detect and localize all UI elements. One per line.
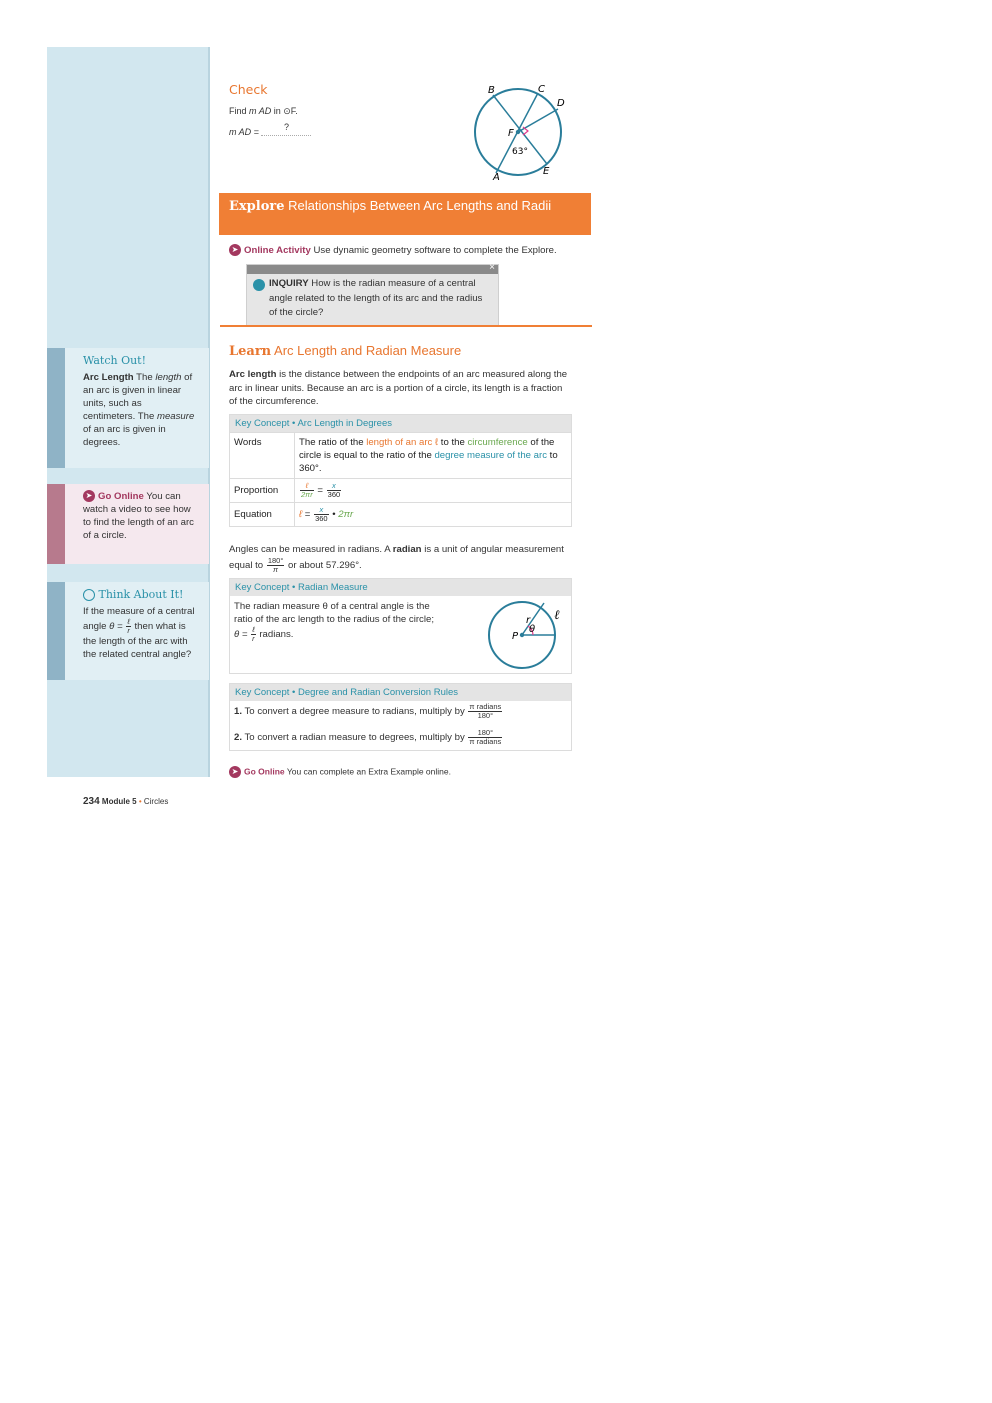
kc1-words-row xyxy=(230,433,571,479)
check-question xyxy=(229,105,429,119)
kc1-words-1: The ratio of the xyxy=(299,437,364,448)
equation-frac xyxy=(314,506,329,523)
check-answer-input[interactable]: ? xyxy=(261,121,311,136)
kc2-line1: The radian measure θ of a central angle is the xyxy=(234,601,430,612)
cursor-icon: ➤ xyxy=(83,490,95,502)
learn-title: Arc Length and Radian Measure xyxy=(274,343,462,358)
label-d: D xyxy=(557,98,565,109)
kc3-rule1 xyxy=(234,703,564,720)
section-divider xyxy=(220,325,592,327)
proportion-frac-left xyxy=(300,482,314,499)
page-number: 234 xyxy=(83,796,100,807)
eq-eq: = xyxy=(304,509,311,521)
key-concept-arc-length xyxy=(229,414,572,527)
think-fraction xyxy=(126,618,131,635)
check-title: Check xyxy=(229,82,268,97)
radian-frac xyxy=(267,557,285,574)
inquiry-box xyxy=(246,264,499,327)
check-question-prefix: Find xyxy=(229,105,247,116)
prop-eq: = xyxy=(317,485,323,497)
go-online-bottom-text: You can complete an Extra Example online. xyxy=(286,766,451,777)
kc1-words-2: length of an arc ℓ xyxy=(366,437,439,448)
think-text2: then what is the length of the arc with the related central angle? xyxy=(83,621,192,660)
kc1-equation-value xyxy=(295,503,572,527)
kc1-words-5: of the circle is equal to the ratio of the xyxy=(299,437,555,461)
watch-out-bar xyxy=(47,348,65,468)
page-footer xyxy=(83,796,168,807)
watch-out-text3: of an arc is given in degrees. xyxy=(83,424,166,448)
kc3-rule2-frac-num: 180° xyxy=(468,729,502,738)
prop-360: 360 xyxy=(327,490,341,499)
radian-before: Angles can be measured in radians. A xyxy=(229,544,391,555)
online-activity-row xyxy=(229,244,609,258)
explore-title-wrap xyxy=(219,193,591,219)
think-title: Think About It! xyxy=(98,588,184,601)
kc1-words-7: to 360°. xyxy=(299,450,558,474)
inquiry-text-block xyxy=(269,277,489,321)
explore-bold: Explore xyxy=(229,199,285,214)
watch-out-text xyxy=(83,371,195,449)
check-answer-row xyxy=(229,122,429,141)
check-section xyxy=(229,83,429,141)
prop-ell: ℓ xyxy=(300,482,314,491)
check-answer-label: m AD = xyxy=(229,127,259,137)
arc-length-text: is the distance between the endpoints of an arc measured along the arc in linear units. Because an arc is a portion of a circle, its length is a fraction of the circumference. xyxy=(229,369,568,407)
go-online-side-bar xyxy=(47,484,65,564)
think-text1: If the measure of a central angle xyxy=(83,606,195,633)
think-frac-den: r xyxy=(127,626,130,635)
kc1-proportion-label: Proportion xyxy=(230,479,295,503)
kc2-line2: ratio of the arc length to the radius of the circle; xyxy=(234,614,434,625)
cursor-icon: ➤ xyxy=(229,766,241,778)
kc1-equation-label: Equation xyxy=(230,503,295,527)
eq-360: 360 xyxy=(315,514,328,523)
kc1-proportion-value xyxy=(295,479,572,503)
kc1-words-text xyxy=(295,433,572,479)
kc2-text xyxy=(234,600,474,643)
kc3-rule1-text: To convert a degree measure to radians, multiply by xyxy=(244,706,465,718)
learn-header xyxy=(229,343,461,359)
kc3-rule1-frac xyxy=(468,703,502,720)
center-point xyxy=(516,130,520,134)
explore-banner xyxy=(219,193,591,235)
label-b: B xyxy=(488,85,495,96)
lightbulb-icon xyxy=(83,589,95,601)
radian-after: is a unit of angular measurement equal to xyxy=(229,544,564,571)
kc3-header: Key Concept • Degree and Radian Conversion Rules xyxy=(230,684,571,701)
radian-paragraph xyxy=(229,543,569,574)
footer-module: Module 5 xyxy=(101,797,137,806)
check-question-suffix: in ⊙F. xyxy=(273,105,298,116)
think-frac-num: ℓ xyxy=(127,617,130,626)
watch-out-title: Watch Out! xyxy=(83,354,147,367)
eq-dot: • xyxy=(332,509,336,521)
kc1-header: Key Concept • Arc Length in Degrees xyxy=(230,415,571,432)
radian-circle-diagram xyxy=(484,595,566,671)
go-online-side-content xyxy=(83,490,195,542)
radian-frac-num: 180° xyxy=(267,555,284,565)
key-concept-radian-measure xyxy=(229,578,572,674)
learn-bold: Learn xyxy=(229,344,272,359)
kc3-rule2 xyxy=(234,729,564,746)
kc1-proportion-row xyxy=(230,479,571,503)
watch-out-text2: of an arc is given in linear units, such as centimeters. The xyxy=(83,372,193,422)
kc3-rule1-frac-den: 180° xyxy=(477,711,494,720)
key-concept-conversion-rules xyxy=(229,683,572,751)
radian-term: radian xyxy=(392,544,422,555)
cursor-icon: ➤ xyxy=(229,244,241,256)
radian-label-ell: ℓ xyxy=(554,608,560,623)
kc2-radians: radians. xyxy=(259,629,294,641)
kc2-line3 xyxy=(234,626,474,643)
go-online-side-text: You can watch a video to see how to find the length of an arc of a circle. xyxy=(83,491,194,541)
check-question-arc: m AD xyxy=(249,105,272,116)
think-title-row xyxy=(83,588,195,601)
inquiry-titlebar xyxy=(247,262,498,274)
kc2-frac-num: ℓ xyxy=(252,625,255,634)
radian-end: or about 57.296°. xyxy=(288,559,362,571)
kc3-rule1-num: 1. xyxy=(234,706,243,718)
label-a: A xyxy=(493,172,500,183)
eq-ell: ℓ xyxy=(299,509,303,521)
kc2-header: Key Concept • Radian Measure xyxy=(230,579,571,596)
prop-two-pi-r: 2πr xyxy=(301,490,313,499)
arc-length-term: Arc length xyxy=(229,369,277,380)
radian-label-p: P xyxy=(512,631,519,642)
kc1-table xyxy=(230,432,571,526)
kc1-equation-row xyxy=(230,503,571,527)
kc1-words-3: to the xyxy=(440,437,465,448)
footer-topic: Circles xyxy=(143,797,169,806)
inquiry-label: INQUIRY xyxy=(269,278,309,289)
online-activity-label[interactable]: Online Activity xyxy=(244,245,311,256)
close-icon[interactable]: × xyxy=(489,262,495,273)
label-e: E xyxy=(543,166,550,177)
radian-label-theta: θ xyxy=(529,624,536,635)
radian-frac-den: π xyxy=(273,564,279,574)
think-bar xyxy=(47,582,65,680)
watch-out-length-word: length xyxy=(155,372,182,383)
circle-diagram-check xyxy=(468,78,578,184)
watch-out-measure-word: measure xyxy=(156,411,195,422)
kc3-rule2-text: To convert a radian measure to degrees, multiply by xyxy=(244,732,465,744)
eq-x: x xyxy=(314,506,329,515)
go-online-bottom-label[interactable]: Go Online xyxy=(244,766,285,777)
kc3-rule2-frac xyxy=(468,729,502,746)
go-online-side-label[interactable]: Go Online xyxy=(98,491,144,502)
proportion-frac-right xyxy=(327,482,342,499)
watch-out-term: Arc Length xyxy=(83,372,134,383)
explore-title: Relationships Between Arc Lengths and Radii xyxy=(288,198,552,213)
label-c: C xyxy=(538,84,545,95)
arc-length-definition xyxy=(229,368,569,409)
go-online-side-text-block xyxy=(83,490,195,542)
watch-out-content xyxy=(83,354,195,449)
kc1-words-label: Words xyxy=(230,433,295,479)
go-online-bottom xyxy=(229,766,451,778)
kc1-words-4: circumference xyxy=(467,437,528,448)
think-about-it-box xyxy=(47,582,209,680)
think-theta: θ = xyxy=(109,621,123,633)
angle-label: 63° xyxy=(512,147,528,157)
think-content xyxy=(83,588,195,661)
kc3-rule2-num: 2. xyxy=(234,732,243,744)
eq-two-pi-r: 2πr xyxy=(338,509,354,521)
kc2-frac xyxy=(251,626,256,643)
prop-x: x xyxy=(327,482,342,491)
inquiry-icon xyxy=(253,279,265,291)
footer-separator: • xyxy=(138,797,142,806)
go-online-side-box[interactable] xyxy=(47,484,209,564)
online-activity-text: Use dynamic geometry software to complete the Explore. xyxy=(313,245,557,256)
label-f: F xyxy=(508,128,514,139)
kc1-words-6: degree measure of the arc xyxy=(434,450,547,461)
radian-center xyxy=(520,633,524,637)
think-text xyxy=(83,605,195,661)
radian-label-r: r xyxy=(526,615,531,626)
inquiry-text: How is the radian measure of a central angle related to the length of its arc and the radius of the circle? xyxy=(269,278,483,318)
kc3-rule2-frac-den: π radians xyxy=(469,737,502,746)
kc2-theta-eq: θ = xyxy=(234,629,248,641)
kc3-rule1-frac-num: π radians xyxy=(469,702,502,711)
kc2-frac-den: r xyxy=(252,634,255,643)
watch-out-box xyxy=(47,348,209,468)
watch-out-text1: The xyxy=(136,372,153,383)
